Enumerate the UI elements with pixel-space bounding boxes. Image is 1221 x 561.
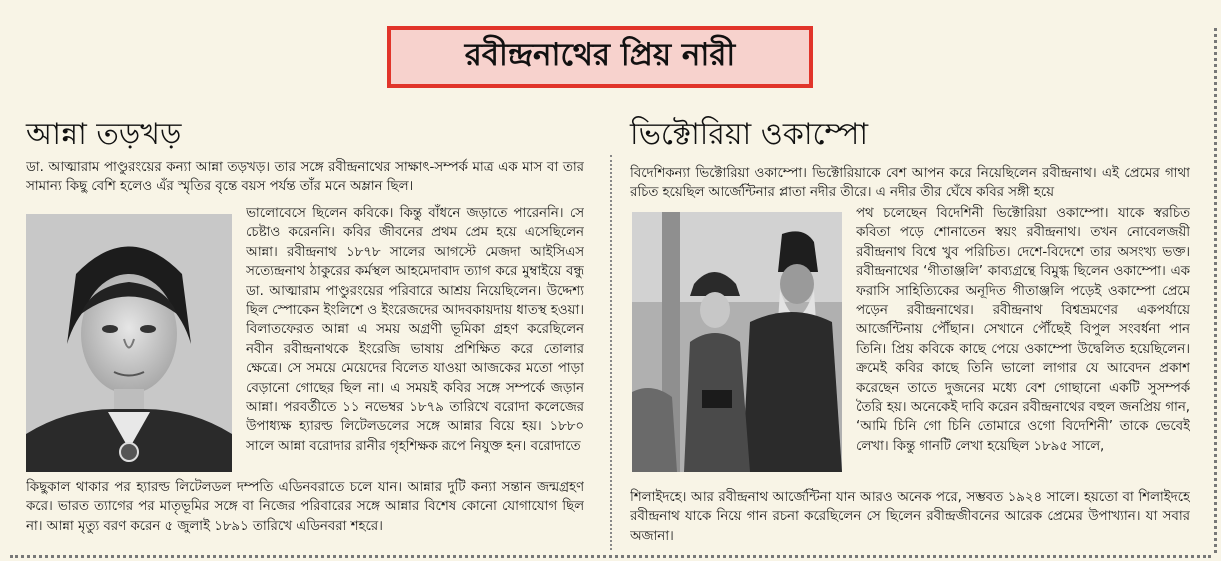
page-border-right bbox=[1214, 28, 1217, 553]
tagore-ocampo-photo bbox=[632, 212, 842, 472]
left-article-headline: আন্না তড়খড় bbox=[26, 117, 182, 152]
right-article-intro: বিদেশিকন্যা ভিক্টোরিয়া ওকাম্পো। ভিক্টোরিয়াকে বেশ আপন করে নিয়েছিলেন রবীন্দ্রনাথ। এই প্রেমের গাথা রচিত হয়েছিল আর্জেন্টিনার প্লাতা নদীর তীরে। এ নদীর তীর ঘেঁষে কবির সঙ্গী হয়ে bbox=[630, 166, 1190, 201]
left-article-side-text: ভালোবেসে ছিলেন কবিকে। কিন্তু বাঁধনে জড়াতে পারেননি। সে চেষ্টাও করেননি। কবির জীবনের প্রথম প্রেম হয়ে এসেছিলেন আন্না। রবীন্দ্রনাথ ১৮৭৮ সালের আগস্টে মেজদা আইসিএস সত্যেন্দ্রনাথ ঠাকুরের কর্মস্থল আহমেদাবাদ ত্যাগ করে মুম্বাইয়ে বন্ধু ডা. আত্মারাম পাণ্ডুরংয়ের পরিবারে আশ্রয় নিয়েছিলেন। উদ্দেশ্য ছিল স্পোকেন ইংলিশে ও ইংরেজদের আদবকায়দায় ধাতস্থ হওয়া। বিলাতফেরত আন্না এ সময় অগ্রণী ভূমিকা গ্রহণ করেছিলেন নবীন রবীন্দ্রনাথকে ইংরেজি ভাষায় প্রশিক্ষিত করে তোলার ক্ষেত্রে। সে সময়ে মেয়েদের বিলেত যাওয়া আজকের মতো পাড়া বেড়ানো গোছের ছিল না। এ সময়ই কবির সঙ্গে সম্পর্কে জড়ান আন্না। পরবর্তীতে ১১ নভেম্বর ১৮৭৯ তারিখে বরোদা কলেজের উপাধ্যক্ষ হ্যারল্ড লিটেলডলের সঙ্গে আন্নার বিয়ে হয়। ১৮৮০ সালে আন্না বরোদার রানীর গৃহশিক্ষক রূপে নিযুক্ত হন। বরোদাতে bbox=[246, 206, 584, 454]
column-divider bbox=[610, 155, 612, 550]
right-article-bottom-text: শিলাইদহে। আর রবীন্দ্রনাথ আর্জেন্টিনা যান আরও অনেক পরে, সম্ভবত ১৯২৪ সালে। হয়তো বা শিলাইদহে রবীন্দ্রনাথ যাকে নিয়ে গান রচনা করেছিলেন সে ছিলেন রবীন্দ্রজীবনের আরেক প্রেমের উপাখ্যান। যা সবার অজানা। bbox=[630, 490, 1190, 544]
right-article-headline: ভিক্টোরিয়া ওকাম্পো bbox=[630, 117, 869, 152]
left-article-bottom-text: কিছুকাল থাকার পর হ্যারল্ড লিটেলডল দম্পতি এডিনবরাতে চলে যান। আন্নার দুটি কন্যা সন্তান জন্মগ্রহণ করে। ভারত ত্যাগের পর মাতৃভূমির সঙ্গে বা নিজের পরিবারের সঙ্গে আন্নার বিশেষ কোনো যোগাযোগ ছিল না। আন্না মৃত্যু বরণ করেন ৫ জুলাই ১৮৯১ তারিখে এডিনবরা শহরে। bbox=[26, 480, 584, 534]
page-border-bottom bbox=[10, 555, 1211, 558]
left-article-intro: ডা. আত্মারাম পাণ্ডুরংয়ের কন্যা আন্না তড়খড়। তার সঙ্গে রবীন্দ্রনাথের সাক্ষাৎ-সম্পর্ক মাত্র এক মাস বা তার সামান্য কিছু বেশি হলেও এঁর স্মৃতির বৃন্তে বয়স পর্যন্ত তাঁর মনে অম্লান ছিল। bbox=[26, 160, 584, 195]
right-article-side-text: পথ চলেছেন বিদেশিনী ভিক্টোরিয়া ওকাম্পো। যাকে স্বরচিত কবিতা পড়ে শোনাতেন স্বয়ং রবীন্দ্রনাথ। তখন নোবেলজয়ী রবীন্দ্রনাথ বিশ্বে খুব পরিচিত। দেশে-বিদেশে তার অসংখ্য ভক্ত। রবীন্দ্রনাথের ‘গীতাঞ্জলি’ কাব্যগ্রন্থে বিমুগ্ধ ছিলেন ওকাম্পো। এক ফরাসি সাহিত্যিকের অনূদিত গীতাঞ্জলি পড়েই ওকাম্পো প্রেমে পড়েন রবীন্দ্রনাথের। রবীন্দ্রনাথ বিশ্বভ্রমণের একপর্যায়ে আর্জেন্টিনায় পৌঁছান। সেখানে পৌঁছেই বিপুল সংবর্ধনা পান তিনি। প্রিয় কবিকে কাছে পেয়ে ওকাম্পো উদ্বেলিত হয়েছিলেন। ক্রমেই কবির কাছে তিনি ভালো লাগার যে আবেদন প্রকাশ করেছেন তাতে দুজনের মধ্যে বেশ গোছানো একটি সুসম্পর্ক তৈরি হয়। অনেকেই দাবি করেন রবীন্দ্রনাথের বহুল জনপ্রিয় গান, ‘আমি চিনি গো চিনি তোমারে ওগো বিদেশিনী’ তাকে ভেবেই লেখা। কিন্তু গানটি লেখা হয়েছিল ১৮৯৫ সালে, bbox=[856, 206, 1190, 454]
anna-portrait-photo bbox=[26, 214, 232, 472]
page-title: রবীন্দ্রনাথের প্রিয় নারী bbox=[387, 26, 813, 88]
